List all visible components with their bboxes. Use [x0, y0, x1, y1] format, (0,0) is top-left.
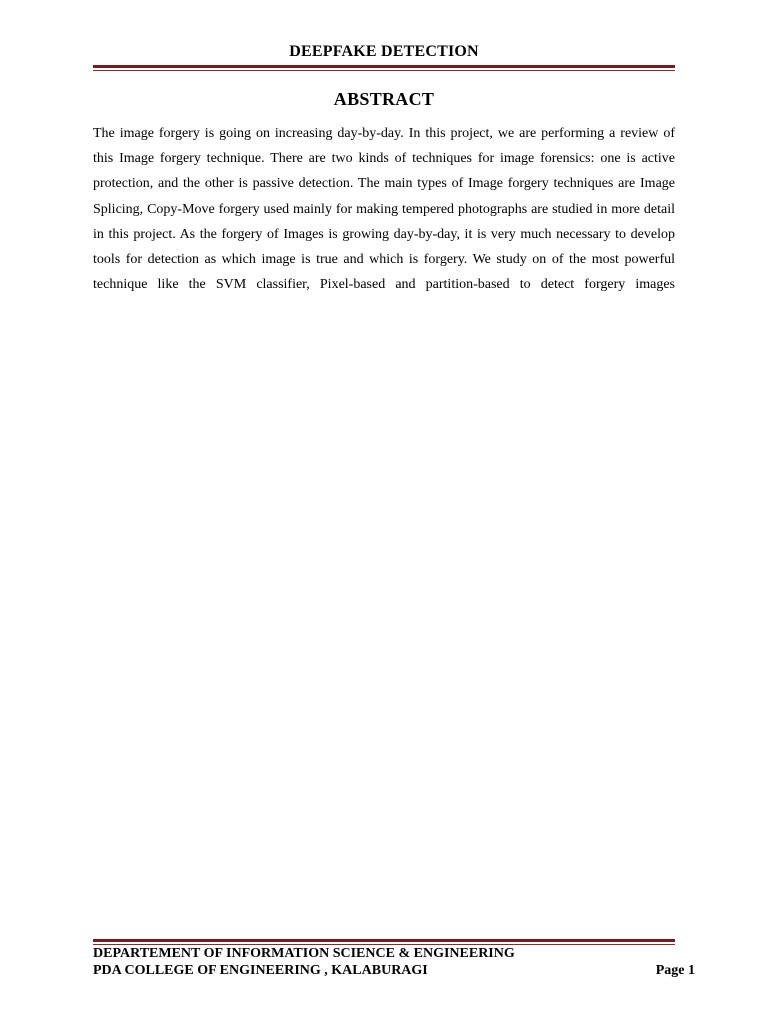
abstract-paragraph: The image forgery is going on increasing day-by-day. In this project, we are performing a review of this Image forgery technique. There are two kinds of techniques for image forensics: one is active protection, and the other is passive detection. The main types of Image forgery techniques are Image Splicing, Copy-Move forgery used mainly for making tempered photographs are studied in more detail in this project. As the forgery of Images is growing day-by-day, it is very much necessary to develop tools for detection as which image is true and which is forgery. We study on of the most powerful technique like the SVM classifier, Pixel-based and partition-based to detect forgery images: [93, 126, 675, 293]
page-number: Page 1: [655, 963, 695, 978]
section-heading: ABSTRACT: [333, 89, 435, 109]
header-title: DEEPFAKE DETECTION: [289, 43, 479, 60]
footer-rule-thick: [93, 939, 675, 942]
footer-college: PDA COLLEGE OF ENGINEERING , KALABURAGI: [93, 963, 428, 978]
header-rule-thin: [93, 70, 675, 71]
header-rule-thick: [93, 65, 675, 68]
footer-department: DEPARTEMENT OF INFORMATION SCIENCE & ENGINEERING: [93, 946, 515, 961]
header-rule: [93, 65, 675, 71]
